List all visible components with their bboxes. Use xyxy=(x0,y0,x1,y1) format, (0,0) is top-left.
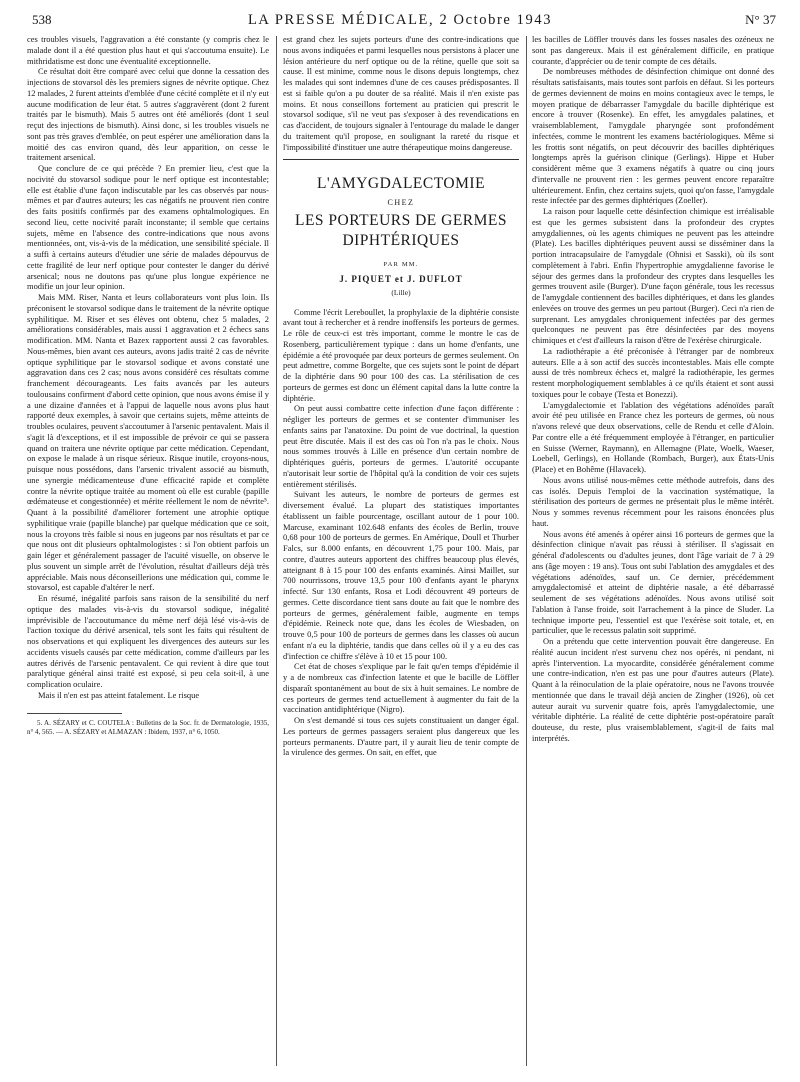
page-number: 538 xyxy=(32,12,52,27)
paragraph: Nous avons été amenés à opérer ainsi 16 porteurs de germes que la désinfection clinique n'avait pas réussi à stériliser. Il s'agissait en général d'adolescents ou d'adultes jeunes, dont l'âge variait de 7 à 29 ans (âge moyen : 19 ans). Tous ont subi l'ablation des amygdales et des végétations adénoïdes, sauf un. Ce dernier, précédemment amygdalectomisé et atteint de diphtérie nasale, a été débarrassé seulement de ses végétations adénoïdes. Nous avons utilisé soit l'ablation à l'anse froide, soit l'arrachement à la pince de Sluder. La technique importe peu, l'essentiel est que l'exérèse soit totale, et, en particulier, que le recessus palatin soit supprimé. xyxy=(532,528,774,636)
paragraph: les bacilles de Löffler trouvés dans les fosses nasales des ozéneux ne sont pas dangereux. Mais il est généralement difficile, en pratique courante, d'apprécier ou de tenir compte de ces détails. xyxy=(532,34,774,66)
column-divider xyxy=(276,36,277,1066)
column-divider xyxy=(526,36,527,1066)
paragraph: Que conclure de ce qui précède ? En premier lieu, c'est que la nocivité du stovarsol sodique pour le nerf optique est incontestable; elle est établie d'une façon indiscutable par les cas observés par nous-mêmes et par d'autres auteurs; les cas négatifs ne prouvent rien contre des faits positifs confirmés par des examens ophtalmologiques. En second lieu, cette nocivité paraît inconstante; il semble que certains sujets, même en l'absence des contre-indications que nous avons mentionnées, ont, vis-à-vis de la médication, une sensibilité spéciale. Il a suffi à certains auteurs d'étudier une série de malades dépourvus de cette fragilité de leur nerf optique pour contester le danger du dérivé arsenical; nous ne doutons pas qu'une plus longue expérience ne modifie un jour leur opinion. xyxy=(27,163,269,292)
paragraph: On a prétendu que cette intervention pouvait être dangereuse. En réalité aucun incident n'est survenu chez nos opérés, ni pendant, ni après l'intervention. La myocardite, considérée généralement comme une contre-indication, n'en est pas une pour d'autres auteurs (Plate). Quant à la réinoculation de la plaie opératoire, nous ne l'avons trouvée mentionnée que dans le travail déjà ancien de Zingher (1926), où cet auteur aurait vu survenir quatre fois, après l'amygdalectomie, une véritable diphtérie. La réalité de cette diphtérie post-opératoire paraît douteuse, du reste, plus vraisemblablement, s'agit-il de faits mal interprétés. xyxy=(532,636,774,743)
article-subtitle: LES PORTEURS DE GERMES DIPHTÉRIQUES xyxy=(294,212,508,250)
paragraph: On peut aussi combattre cette infection d'une façon différente : négliger les porteurs de germes et se contenter d'immuniser les enfants sains par l'anatoxine. Du point de vue doctrinal, la question peut être discutée. Mais il est des cas où l'on n'a pas le choix. Nous nous sommes trouvés à Lille en présence d'un certain nombre de diphtériques guéris, porteurs de germes. L'autorité occupante n'autorisait leur sortie de l'hôpital qu'à la condition de voir ces sujets entièrement stérilisés. xyxy=(283,403,519,489)
paragraph: La raison pour laquelle cette désinfection chimique est irréalisable est que les germes subsistent dans la profondeur des cryptes amygdaliennes, où les agents chimiques ne peuvent pas les atteindre (Plate). Les bacilles diphtériques peuvent aussi se disséminer dans la portion intracapsulaire de l'amygdale (Ohnisi et Sasski), où ils sont complètement à l'abri. Enfin l'hypertrophie amygdalienne favorise le séjour des germes dans la profondeur des cryptes dans lesquelles les germes trouvent asile (Burger). D'une façon générale, tous les recessus de l'amygdale contiennent des bacilles diphtériques, et dans les glandes enlevées on trouve des germes un peu partout (Burger). Ceci n'a rien de surprenant. Les amygdales chroniquement infectées par des germes quelconques ne peuvent pas être désinfectées par des moyens chimiques et c'est d'ailleurs la raison d'être de l'exérèse chirurgicale. xyxy=(532,206,774,345)
page-header xyxy=(18,10,782,30)
article-title: L'AMYGDALECTOMIE xyxy=(316,175,486,193)
article-authors: J. PIQUET et J. DUFLOT xyxy=(339,274,463,284)
article-separator xyxy=(283,159,519,160)
paragraph: Comme l'écrit Lereboullet, la prophylaxie de la diphtérie consiste avant tout à rechercher et à rendre inoffensifs les porteurs de germes. Le rôle de ceux-ci est très important, comme le montre le cas de Rosenberg, particulièrement typique : dans un home d'enfants, une épidémie a été provoquée par deux porteurs de germes seulement. On peut admettre, comme Borgelte, que ces sujets sont le point de départ de la diphtérie dans 90 pour 100 des cas. La stérilisation de ces porteurs de germes est donc un élément capital dans la lutte contre la diphtérie. xyxy=(283,306,519,403)
column-1 xyxy=(27,34,269,1074)
paragraph: On s'est demandé si tous ces sujets constituaient un danger égal. Les porteurs de germes passagers seraient plus dangereux que les porteurs permanents. D'autre part, il y aurait lieu de tenir compte de la virulence des germes. On sait, en effet, que xyxy=(283,715,519,758)
byline-prefix: PAR MM. xyxy=(383,261,419,269)
paragraph: De nombreuses méthodes de désinfection chimique ont donné des résultats satisfaisants, mais toutes sont parfois en défaut. Si les porteurs de germes deviennent de moins en moins contagieux avec le temps, le moyen pratique de débarrasser l'amygdale du bacille diphtérique est encore à trouver (Rosenke). En effet, les amygdales palatines, et vraisemblablement, l'amygdale pharyngée sont profondément infectées, comme le montrent les examens bactériologiques. Même si les frottis sont négatifs, on peut découvrir des bacilles diphtériques longtemps après la guérison clinique (Gerlings). Hippe et Huber considèrent même que 3 examens négatifs à quatre ou cinq jours d'intervalle ne prouvent rien : les germes peuvent encore reparaître ultérieurement. Enfin, chez certains sujets, quoi qu'on fasse, l'amygdale reste infectée par des germes diphtériques (Zoeller). xyxy=(532,66,774,206)
column-2 xyxy=(283,34,519,1074)
paragraph: La radiothérapie a été préconisée à l'étranger par de nombreux auteurs. Elle a à son actif des succès incontestables. Mais elle compte aussi de très nombreux échecs et, malgré la radiothérapie, les germes restent morphologiquement semblables à ce qu'ils étaient et sont aussi toxiques pour le cobaye (Testa et Bonezzi). xyxy=(532,345,774,399)
footnote: 5. A. SÉZARY et C. COUTELA : Bulletins de la Soc. fr. de Dermatologie, 1935, n° 4, 565. — A. SÉZARY et ALMAZAN : Ibidem, 1937, n° 6, 1050. xyxy=(27,718,269,736)
article-heading xyxy=(283,166,519,306)
column-3 xyxy=(532,34,774,1074)
article-city: (Lille) xyxy=(391,287,411,297)
paragraph: Suivant les auteurs, le nombre de porteurs de germes est diversement évalué. La plupart des statistiques importantes établissent un faible pourcentage, oscillant autour de 1 pour 100. Marcuse, examinant 102.648 enfants des écoles de Berlin, trouve 0,68 pour 100 de porteurs de germes. En Amérique, Doull et Thurber Falcs, sur 8.000 enfants, en découvrent 1,75 pour 100. Mais, par contre, d'autres auteurs apportent des chiffres beaucoup plus élevés, atteignant 8 à 15 pour 100 des enfants examinés. Ainsi Maillet, sur 700 nourrissons, trouve 13,5 pour 100 d'enfants ayant le pharynx infecté. Sur 130 enfants, Rosa et Lodi découvrent 49 porteurs de germes. Cette discordance tient sans doute au fait que le nombre des porteurs de germes, généralement faible, augmente en temps d'épidémie. Reineck note que, dans les écoles de Wiesbaden, on trouve 0,5 pour 100 de porteurs de germes dans les classes où aucun enfant n'a eu la diphtérie, tandis que dans celles où il y a eu des cas d'infection ce chiffre s'élève à 10 et 15 pour 100. xyxy=(283,489,519,661)
paragraph: L'amygdalectomie et l'ablation des végétations adénoïdes paraît avoir été peu utilisée en France chez les porteurs de germes, où nous n'avons relevé que deux observations, celle de Rendu et celle d'Aloin. Par contre elle a été fréquemment employée à l'étranger, en particulier en Suisse (Werner, Raymann), en Allemagne (Plate, Woelk, Waeser, Loebell, Gerlings), en Hollande (Rombach, Burger), aux États-Unis (Place) et en Bohême (Hlavacek). xyxy=(532,399,774,474)
footnote-rule xyxy=(27,713,122,714)
paragraph: ces troubles visuels, l'aggravation a été constante (y compris chez le malade dont il a été question plus haut et qui s'accoutuma ensuite). Le mithridatisme est donc une éventualité exceptionnelle. xyxy=(27,34,269,66)
paragraph: Mais MM. Riser, Nanta et leurs collaborateurs vont plus loin. Ils préconisent le stovarsol sodique dans le traitement de la névrite optique syphilitique. M. Riser et ses élèves ont obtenu, chez 5 malades, 2 améliorations considérables, mais aussi 1 aggravation et 2 échecs sans modification. MM. Nanta et Bazex rapportent aussi 2 cas favorables. Nous-mêmes, bien avant ces auteurs, avons jadis traité 2 cas de névrite optique syphilitique par le stovarsol sodique et avons constaté une aggravation dans ces 2 cas; nous avons considéré ces résultats comme franchement décourageants. Les faits avancés par les auteurs toulousains confirment d'abord cette opinion, que nous avons émise il y a une dizaine d'années et à l'appui de laquelle nous avons plus haut rapporté deux exemples, à savoir que certains sujets, même atteints de troubles oculaires, peuvent s'accoutumer à l'arsenic pentavalent. Mais il s'agit là d'exceptions, et il est impossible de prévoir ce qui se passera quand on traitera une névrite optique par cette médication. Cependant, on expose le malade à un risque sérieux. Risque inutile, croyons-nous, puisque nous possédons, dans l'arsenic trivalent associé au bismuth, une synergie médicamenteuse d'une efficacité rapide et complète contre la névrite optique traitée au moment où elle est curable (papille œdémateuse et congestionnée) et mérite réellement le nom de névrite⁵. Quant à la possibilité d'améliorer fortement une atrophie optique syphilitique vraie (papille blanche) par quelque médication que ce soit, nous la croyons très faible si nous en jugeons par nos résultats et par ce que nous ont dit plusieurs ophtalmologistes : si l'on obtient parfois un gain léger et généralement passager de l'acuité visuelle, on observe le plus souvent un simple arrêt de l'évolution, résultat d'ailleurs déjà très appréciable. Mais nous déconseillerions une médication qui, comme le stovarsol, est capable d'altérer le nerf. xyxy=(27,292,269,593)
paragraph: Ce résultat doit être comparé avec celui que donne la cessation des injections de stovarsol dès les premiers signes de névrite optique. Chez 12 malades, 2 furent atteints d'emblée d'une cécité complète et il n'y eut aucune modification de leur état. 5 autres s'aggravèrent (dont 2 furent traités par le bismuth). Mais 5 autres ont été améliorés (dont 1 seul reçut des injections de bismuth). Ainsi donc, si les troubles visuels ne sont pas très graves d'emblée, on peut espérer une amélioration dans la moitié des cas environ quand, dès leur apparition, on cesse le traitement arsenical. xyxy=(27,66,269,163)
issue-number: N° 37 xyxy=(745,12,776,27)
paragraph: Cet état de choses s'explique par le fait qu'en temps d'épidémie il y a de nombreux cas d'infection latente et que le bacille de Löffler disparaît spontanément au bout de six à huit semaines. Le nombre de ces porteurs de germes tend actuellement à augmenter du fait de la vaccination antidiphtérique (Nigro). xyxy=(283,661,519,715)
paragraph: Nous avons utilisé nous-mêmes cette méthode autrefois, dans des cas isolés. Depuis l'emploi de la vaccination systématique, la stérilisation des porteurs de germes ne présentait plus le même intérêt. Nous y sommes revenus récemment pour les raisons énoncées plus haut. xyxy=(532,474,774,528)
paragraph: Mais il n'en est pas atteint fatalement. Le risque xyxy=(38,689,200,700)
paragraph: En résumé, inégalité parfois sans raison de la sensibilité du nerf optique des malades vis-à-vis du stovarsol sodique, inégalité imprévisible de l'accoutumance du même nerf déjà lésé vis-à-vis de l'action toxique du dérivé arsenical, tels sont les faits qui résultent de nos observations et qui expliquent les divergences des auteurs sur les accidents visuels causés par cette médication, comme d'ailleurs par les autres dérivés de l'arsenic pentavalent. Ce qui revient à dire que tout paralytique général ainsi traité est exposé, si peu cela soit-il, à une complication oculaire. xyxy=(27,593,269,689)
journal-title: LA PRESSE MÉDICALE, 2 Octobre 1943 xyxy=(247,12,553,28)
article-title-connector: CHEZ xyxy=(387,198,415,208)
paragraph: est grand chez les sujets porteurs d'une des contre-indications que nous avons indiquées et parmi lesquelles nous persistons à placer une lésion antérieure du nerf optique ou de la rétine, quelle que soit sa cause. Il est minime, comme nous le disons depuis longtemps, chez les malades qui sont indemnes d'une de ces causes prédisposantes. Il est si faible qu'on a pu douter de sa réalité. Mais il n'en existe pas moins. Et nous conseillons fortement au praticien qui prescrit le stovarsol sodique, s'il ne veut pas s'exposer à des revendications en cas d'accident, de toujours signaler à l'entourage du malade le danger du traitement qu'il propose, en soulignant la rareté du risque et l'impossibilité d'instituer une autre thérapeutique moins dangereuse. xyxy=(283,34,519,152)
